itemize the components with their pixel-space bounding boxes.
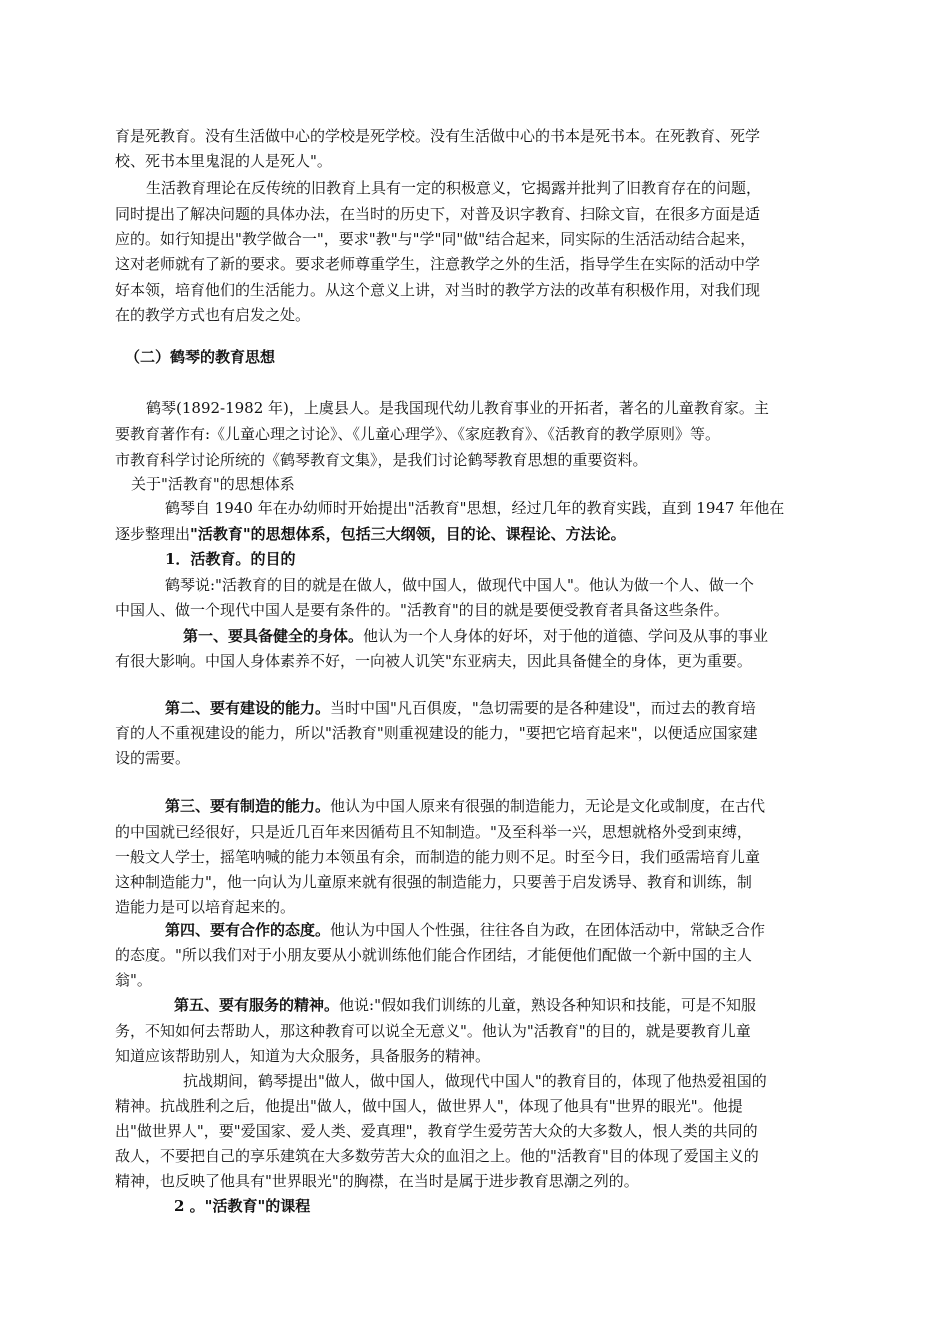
paragraph-line: 校、死书本里鬼混的人是死人"。 (115, 152, 332, 170)
numbered-heading: 1．活教育。的目的 (165, 550, 296, 568)
paragraph-line: 造能力是可以培育起来的。 (115, 898, 296, 916)
paragraph-line: 抗战期间，鹤琴提出"做人，做中国人，做现代中国人"的教育目的，体现了他热爱祖国的 (183, 1072, 767, 1090)
paragraph-line: 育是死教育。没有生活做中心的学校是死学校。没有生活做中心的书本是死书本。在死教育、死学 (115, 127, 761, 145)
paragraph-line: 第三、要有制造的能力。他认为中国人原来有很强的制造能力，无论是文化或制度，在古代 (165, 797, 766, 815)
paragraph-line: 设的需要。 (115, 749, 191, 767)
paragraph-line: 育的人不重视建设的能力，所以"活教育"则重视建设的能力，"要把它培育起来"，以便适应国家建 (115, 724, 758, 742)
paragraph-line: 市教育科学讨论所统的《鹤琴教育文集》，是我们讨论鹤琴教育思想的重要资料。 (115, 451, 648, 469)
paragraph-line: 务，不知如何去帮助人，那这种教育可以说全无意义"。他认为"活教育"的目的，就是要教育儿童 (115, 1022, 751, 1040)
paragraph-line: 这种制造能力"，他一向认为儿童原来就有很强的制造能力，只要善于启发诱导、教育和训练，制 (115, 873, 752, 891)
paragraph-line: 精神。抗战胜利之后，他提出"做人，做中国人，做世界人"，体现了他具有"世界的眼光"。他提 (115, 1097, 743, 1115)
paragraph-line: 要教育著作有:《儿童心理之讨论》、《儿童心理学》、《家庭教育》、《活教育的教学原则》等。 (115, 425, 721, 443)
paragraph-line: 第四、要有合作的态度。他认为中国人个性强，往往各自为政，在团体活动中，常缺乏合作 (165, 921, 766, 939)
paragraph-line: 在的教学方式也有启发之处。 (115, 306, 311, 324)
paragraph-line: 鹤琴说:"活教育的目的就是在做人，做中国人，做现代中国人"。他认为做一个人、做一个 (165, 576, 754, 594)
paragraph-line: 应的。如行知提出"教学做合一"，要求"教"与"学"同"做"结合起来，同实际的生活活动结合起来， (115, 230, 756, 248)
paragraph-line: 第一、要具备健全的身体。他认为一个人身体的好坏，对于他的道德、学问及从事的事业 (183, 627, 769, 645)
paragraph-line: 出"做世界人"，要"爱国家、爱人类、爱真理"，教育学生爱劳苦大众的大多数人，恨人类的共同的 (115, 1122, 758, 1140)
subheading: 关于"活教育"的思想体系 (131, 475, 295, 493)
paragraph-line: 生活教育理论在反传统的旧教育上具有一定的积极意义，它揭露并批判了旧教育存在的问题， (146, 179, 762, 197)
paragraph-line: 鹤琴自 1940 年在办幼师时开始提出"活教育"思想，经过几年的教育实践，直到 1947 年他在 (165, 499, 785, 517)
paragraph-line: 翁"。 (115, 971, 152, 989)
paragraph-line: 精神，也反映了他具有"世界眼光"的胸襟，在当时是属于进步教育思潮之列的。 (115, 1172, 639, 1190)
paragraph-line: 的态度。"所以我们对于小朋友要从小就训练他们能合作团结，才能便他们配做一个新中国的主人 (115, 946, 752, 964)
paragraph-line: 这对老师就有了新的要求。要求老师尊重学生，注意教学之外的生活，指导学生在实际的活动中学 (115, 255, 761, 273)
paragraph-line: 好本领，培育他们的生活能力。从这个意义上讲，对当时的教学方法的改革有积极作用，对我们现 (115, 281, 761, 299)
paragraph-line: 的中国就已经很好，只是近几百年来因循苟且不知制造。"及至科举一兴，思想就格外受到束缚， (115, 823, 752, 841)
paragraph-line: 敌人，不要把自己的享乐建筑在大多数劳苦大众的血泪之上。他的"活教育"目的体现了爱国主义的 (115, 1147, 759, 1165)
paragraph-line: 第五、要有服务的精神。他说:"假如我们训练的儿童，熟设各种知识和技能，可是不知服 (174, 996, 756, 1014)
paragraph-line: 有很大影响。中国人身体素养不好，一向被人讥笑"东亚病夫，因此具备健全的身体，更为重要。 (115, 652, 752, 670)
paragraph-line: 一般文人学士，摇笔呐喊的能力本领虽有余，而制造的能力则不足。时至今日，我们亟需培育儿童 (115, 848, 761, 866)
paragraph-line: 同时提出了解决问题的具体办法，在当时的历史下，对普及识字教育、扫除文盲，在很多方面是适 (115, 205, 761, 223)
paragraph-line: 鹤琴(1892-1982 年)，上虞县人。是我国现代幼儿教育事业的开拓者，著名的儿童教育家。主 (146, 399, 769, 417)
paragraph-line: 第二、要有建设的能力。当时中国"凡百俱废，"急切需要的是各种建设"，而过去的教育培 (165, 699, 756, 717)
paragraph-line: 中国人、做一个现代中国人是要有条件的。"活教育"的目的就是要便受教育者具备这些条件。 (115, 601, 729, 619)
paragraph-line: 知道应该帮助别人，知道为大众服务，具备服务的精神。 (115, 1047, 491, 1065)
paragraph-line: 逐步整理出"活教育"的思想体系，包括三大纲领，目的论、课程论、方法论。 (115, 525, 626, 543)
numbered-heading: 2 。"活教育"的课程 (174, 1197, 311, 1215)
section-heading: （二）鹤琴的教育思想 (125, 348, 276, 366)
